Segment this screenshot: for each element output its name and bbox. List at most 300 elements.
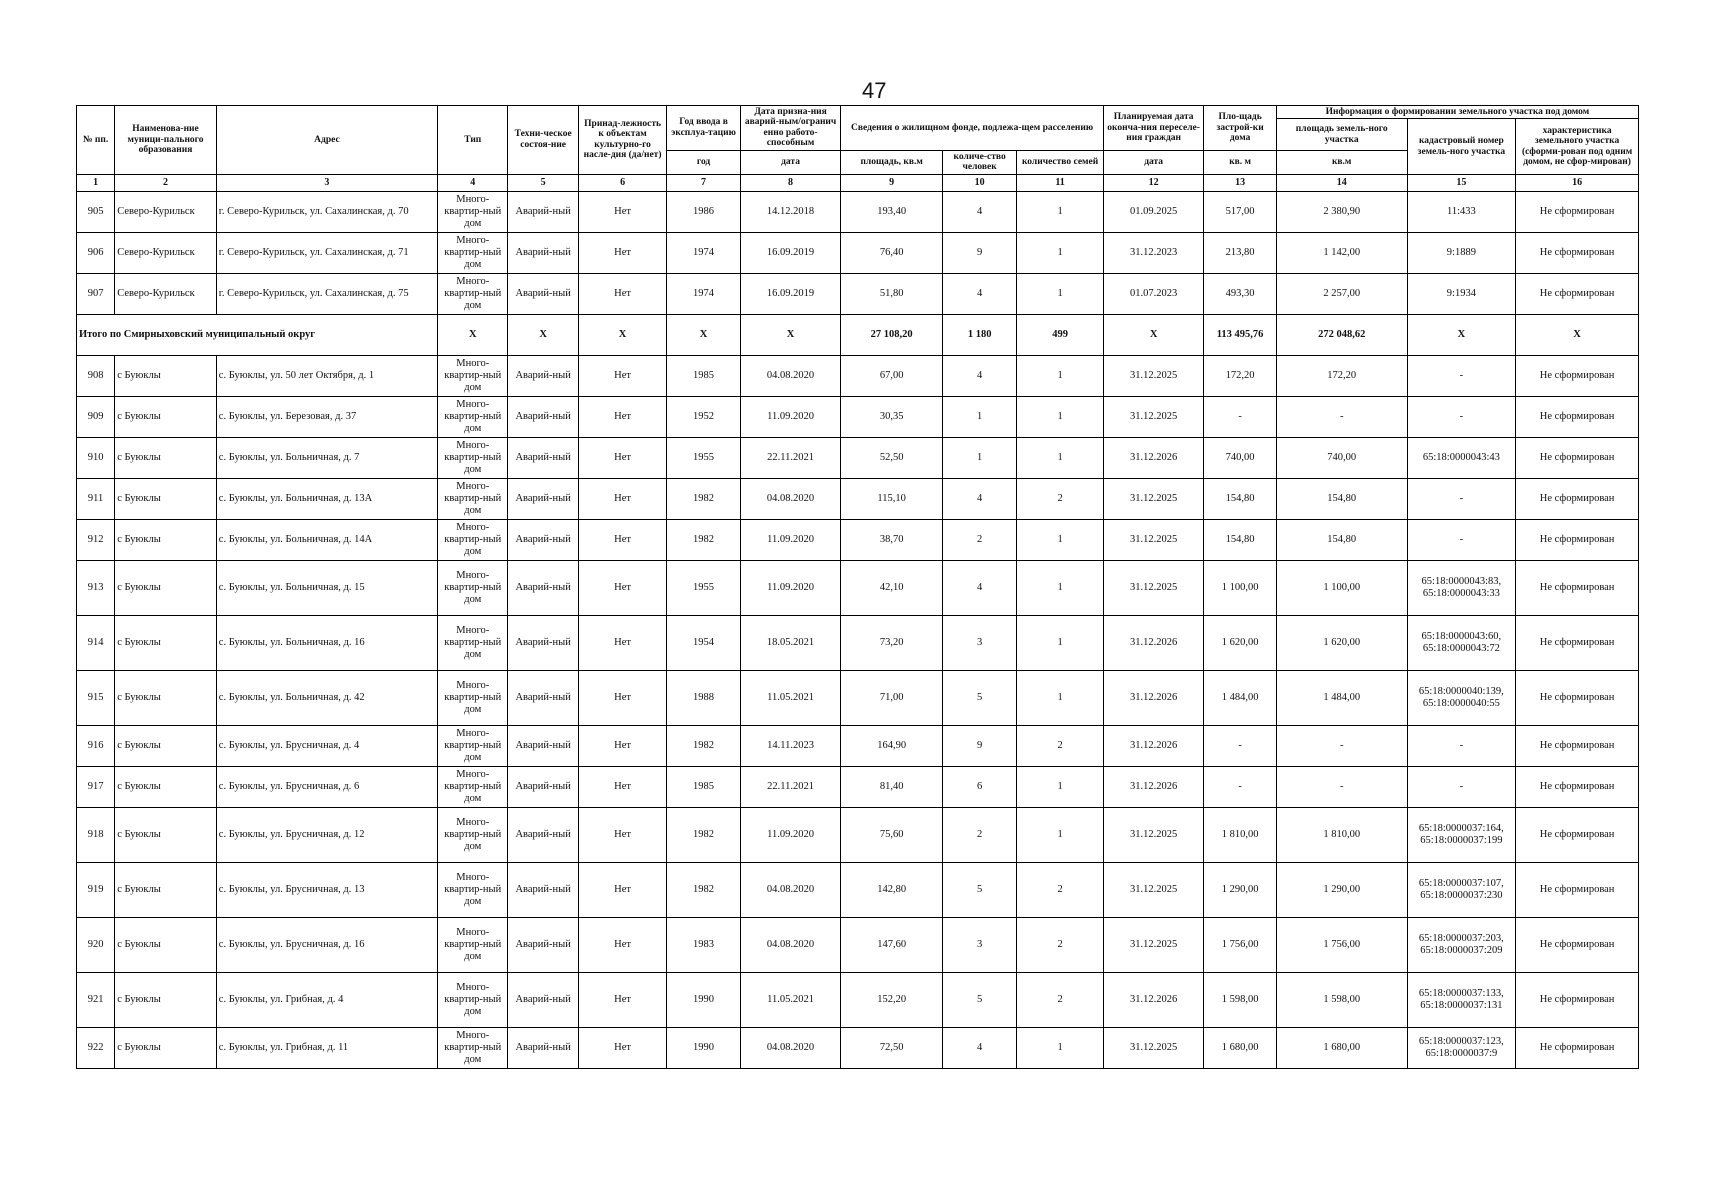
heritage-cell: Нет — [578, 917, 667, 972]
built-area-cell: 172,20 — [1204, 355, 1276, 396]
families-cell: 1 — [1017, 519, 1103, 560]
heritage-cell: Нет — [578, 437, 667, 478]
col-number: 11 — [1017, 174, 1103, 191]
area-cell: 81,40 — [841, 766, 943, 807]
header-heritage: Принад-лежность к объектам культурно-го насле-дия (да/нет) — [578, 106, 667, 175]
table-total-section — [77, 314, 1639, 355]
header-sub-people: количе-ство человек — [942, 150, 1016, 174]
col-number: 13 — [1204, 174, 1276, 191]
municipality-cell: с Буюклы — [115, 1027, 217, 1068]
type-cell: Много-квартир-ный дом — [438, 232, 508, 273]
planned-date-cell: 31.12.2026 — [1103, 615, 1204, 670]
land-characteristic-cell: Не сформирован — [1516, 396, 1639, 437]
land-area-cell: 1 620,00 — [1276, 615, 1407, 670]
col-number: 8 — [740, 174, 841, 191]
table-body-severo-kurilsk — [77, 191, 1639, 314]
families-cell: 1 — [1017, 615, 1103, 670]
total-characteristic: X — [1516, 314, 1639, 355]
row-number: 918 — [77, 807, 115, 862]
planned-date-cell: 31.12.2025 — [1103, 1027, 1204, 1068]
tech-state-cell: Аварий-ный — [508, 519, 578, 560]
header-year-built: Год ввода в эксплуа-тацию — [667, 106, 740, 151]
row-number: 913 — [77, 560, 115, 615]
type-cell: Много-квартир-ный дом — [438, 862, 508, 917]
cadastral-cell: - — [1407, 766, 1516, 807]
people-cell: 5 — [942, 972, 1016, 1027]
header-type: Тип — [438, 106, 508, 175]
area-cell: 38,70 — [841, 519, 943, 560]
municipality-cell: с Буюклы — [115, 478, 217, 519]
planned-date-cell: 31.12.2025 — [1103, 355, 1204, 396]
row-number: 912 — [77, 519, 115, 560]
year-cell: 1954 — [667, 615, 740, 670]
year-cell: 1982 — [667, 725, 740, 766]
cadastral-cell: 65:18:0000037:133, 65:18:0000037:131 — [1407, 972, 1516, 1027]
land-area-cell: 740,00 — [1276, 437, 1407, 478]
land-area-cell: 1 756,00 — [1276, 917, 1407, 972]
recognition-date-cell: 14.11.2023 — [740, 725, 841, 766]
planned-date-cell: 01.07.2023 — [1103, 273, 1204, 314]
table-row — [77, 519, 1639, 560]
total-built-area: 113 495,76 — [1204, 314, 1276, 355]
address-cell: с. Буюклы, ул. Больничная, д. 42 — [216, 670, 437, 725]
row-number: 920 — [77, 917, 115, 972]
land-characteristic-cell: Не сформирован — [1516, 232, 1639, 273]
tech-state-cell: Аварий-ный — [508, 807, 578, 862]
address-cell: г. Северо-Курильск, ул. Сахалинская, д. 70 — [216, 191, 437, 232]
area-cell: 52,50 — [841, 437, 943, 478]
land-characteristic-cell: Не сформирован — [1516, 670, 1639, 725]
municipality-cell: с Буюклы — [115, 519, 217, 560]
table-row — [77, 725, 1639, 766]
col-number: 1 — [77, 174, 115, 191]
row-number: 914 — [77, 615, 115, 670]
address-cell: с. Буюклы, ул. Грибная, д. 11 — [216, 1027, 437, 1068]
area-cell: 72,50 — [841, 1027, 943, 1068]
type-cell: Много-квартир-ный дом — [438, 807, 508, 862]
land-area-cell: 154,80 — [1276, 519, 1407, 560]
cadastral-cell: 65:18:0000043:43 — [1407, 437, 1516, 478]
year-cell: 1955 — [667, 560, 740, 615]
land-area-cell: 2 257,00 — [1276, 273, 1407, 314]
heritage-cell: Нет — [578, 766, 667, 807]
column-number-row — [77, 174, 1639, 191]
type-cell: Много-квартир-ный дом — [438, 560, 508, 615]
land-area-cell: 1 142,00 — [1276, 232, 1407, 273]
built-area-cell: 1 484,00 — [1204, 670, 1276, 725]
municipality-cell: с Буюклы — [115, 560, 217, 615]
land-characteristic-cell: Не сформирован — [1516, 1027, 1639, 1068]
tech-state-cell: Аварий-ный — [508, 766, 578, 807]
area-cell: 51,80 — [841, 273, 943, 314]
families-cell: 1 — [1017, 766, 1103, 807]
total-area: 27 108,20 — [841, 314, 943, 355]
land-area-cell: 172,20 — [1276, 355, 1407, 396]
recognition-date-cell: 16.09.2019 — [740, 232, 841, 273]
recognition-date-cell: 22.11.2021 — [740, 766, 841, 807]
col-number: 2 — [115, 174, 217, 191]
people-cell: 5 — [942, 670, 1016, 725]
land-characteristic-cell: Не сформирован — [1516, 807, 1639, 862]
recognition-date-cell: 11.09.2020 — [740, 396, 841, 437]
heritage-cell: Нет — [578, 807, 667, 862]
area-cell: 67,00 — [841, 355, 943, 396]
families-cell: 2 — [1017, 972, 1103, 1027]
planned-date-cell: 31.12.2025 — [1103, 862, 1204, 917]
land-characteristic-cell: Не сформирован — [1516, 437, 1639, 478]
address-cell: с. Буюклы, ул. Брусничная, д. 16 — [216, 917, 437, 972]
tech-state-cell: Аварий-ный — [508, 670, 578, 725]
planned-date-cell: 31.12.2025 — [1103, 478, 1204, 519]
type-cell: Много-квартир-ный дом — [438, 191, 508, 232]
built-area-cell: 154,80 — [1204, 519, 1276, 560]
land-characteristic-cell: Не сформирован — [1516, 725, 1639, 766]
built-area-cell: 517,00 — [1204, 191, 1276, 232]
land-area-cell: 2 380,90 — [1276, 191, 1407, 232]
total-people: 1 180 — [942, 314, 1016, 355]
col-number: 6 — [578, 174, 667, 191]
address-cell: с. Буюклы, ул. Больничная, д. 16 — [216, 615, 437, 670]
table-row — [77, 232, 1639, 273]
total-label: Итого по Смирныховский муниципальный округ — [77, 314, 438, 355]
total-year: X — [667, 314, 740, 355]
year-cell: 1985 — [667, 355, 740, 396]
recognition-date-cell: 11.09.2020 — [740, 560, 841, 615]
tech-state-cell: Аварий-ный — [508, 232, 578, 273]
land-characteristic-cell: Не сформирован — [1516, 560, 1639, 615]
header-sub-sqm: кв. м — [1204, 150, 1276, 174]
heritage-cell: Нет — [578, 560, 667, 615]
recognition-date-cell: 04.08.2020 — [740, 1027, 841, 1068]
families-cell: 1 — [1017, 273, 1103, 314]
built-area-cell: 1 756,00 — [1204, 917, 1276, 972]
land-area-cell: 1 810,00 — [1276, 807, 1407, 862]
year-cell: 1986 — [667, 191, 740, 232]
tech-state-cell: Аварий-ный — [508, 972, 578, 1027]
year-cell: 1990 — [667, 1027, 740, 1068]
header-planned-date: Планируемая дата оконча-ния переселе-ния граждан — [1103, 106, 1204, 151]
cadastral-cell: 65:18:0000040:139, 65:18:0000040:55 — [1407, 670, 1516, 725]
built-area-cell: - — [1204, 725, 1276, 766]
table-row — [77, 560, 1639, 615]
built-area-cell: 1 810,00 — [1204, 807, 1276, 862]
heritage-cell: Нет — [578, 273, 667, 314]
table-row — [77, 807, 1639, 862]
tech-state-cell: Аварий-ный — [508, 191, 578, 232]
people-cell: 1 — [942, 396, 1016, 437]
recognition-date-cell: 04.08.2020 — [740, 862, 841, 917]
year-cell: 1985 — [667, 766, 740, 807]
total-state: X — [508, 314, 578, 355]
col-number: 7 — [667, 174, 740, 191]
table-row — [77, 917, 1639, 972]
address-cell: с. Буюклы, ул. Брусничная, д. 12 — [216, 807, 437, 862]
land-area-cell: 154,80 — [1276, 478, 1407, 519]
year-cell: 1982 — [667, 519, 740, 560]
people-cell: 4 — [942, 355, 1016, 396]
header-sub-year: год — [667, 150, 740, 174]
people-cell: 4 — [942, 1027, 1016, 1068]
col-number: 10 — [942, 174, 1016, 191]
header-num: № пп. — [77, 106, 115, 175]
header-sub-sqm2: кв.м — [1276, 150, 1407, 174]
land-area-cell: - — [1276, 396, 1407, 437]
row-number: 908 — [77, 355, 115, 396]
address-cell: с. Буюклы, ул. Брусничная, д. 6 — [216, 766, 437, 807]
land-area-cell: - — [1276, 725, 1407, 766]
planned-date-cell: 31.12.2026 — [1103, 437, 1204, 478]
area-cell: 73,20 — [841, 615, 943, 670]
tech-state-cell: Аварий-ный — [508, 917, 578, 972]
land-characteristic-cell: Не сформирован — [1516, 478, 1639, 519]
row-number: 909 — [77, 396, 115, 437]
table-row — [77, 615, 1639, 670]
families-cell: 2 — [1017, 862, 1103, 917]
col-number: 15 — [1407, 174, 1516, 191]
built-area-cell: 213,80 — [1204, 232, 1276, 273]
col-number: 5 — [508, 174, 578, 191]
year-cell: 1982 — [667, 478, 740, 519]
table-row — [77, 670, 1639, 725]
total-type: X — [438, 314, 508, 355]
built-area-cell: 154,80 — [1204, 478, 1276, 519]
row-number: 922 — [77, 1027, 115, 1068]
built-area-cell: 1 620,00 — [1204, 615, 1276, 670]
people-cell: 4 — [942, 478, 1016, 519]
address-cell: г. Северо-Курильск, ул. Сахалинская, д. 71 — [216, 232, 437, 273]
cadastral-cell: - — [1407, 478, 1516, 519]
header-cadastral: кадастровый номер земель-ного участка — [1407, 119, 1516, 174]
col-number: 3 — [216, 174, 437, 191]
type-cell: Много-квартир-ный дом — [438, 670, 508, 725]
total-cadastral: X — [1407, 314, 1516, 355]
row-number: 910 — [77, 437, 115, 478]
land-area-cell: 1 484,00 — [1276, 670, 1407, 725]
row-number: 916 — [77, 725, 115, 766]
header-address: Адрес — [216, 106, 437, 175]
heritage-cell: Нет — [578, 615, 667, 670]
type-cell: Много-квартир-ный дом — [438, 355, 508, 396]
municipality-cell: Северо-Курильск — [115, 232, 217, 273]
land-characteristic-cell: Не сформирован — [1516, 355, 1639, 396]
municipality-cell: с Буюклы — [115, 615, 217, 670]
people-cell: 1 — [942, 437, 1016, 478]
families-cell: 1 — [1017, 807, 1103, 862]
cadastral-cell: 65:18:0000043:60, 65:18:0000043:72 — [1407, 615, 1516, 670]
table-row — [77, 766, 1639, 807]
heritage-cell: Нет — [578, 232, 667, 273]
built-area-cell: - — [1204, 766, 1276, 807]
header-municipality: Наименова-ние муници-пального образования — [115, 106, 217, 175]
land-area-cell: 1 680,00 — [1276, 1027, 1407, 1068]
built-area-cell: - — [1204, 396, 1276, 437]
tech-state-cell: Аварий-ный — [508, 862, 578, 917]
type-cell: Много-квартир-ный дом — [438, 1027, 508, 1068]
table-row — [77, 478, 1639, 519]
families-cell: 1 — [1017, 191, 1103, 232]
table-header — [77, 106, 1639, 192]
area-cell: 152,20 — [841, 972, 943, 1027]
table-row — [77, 437, 1639, 478]
type-cell: Много-квартир-ный дом — [438, 917, 508, 972]
type-cell: Много-квартир-ный дом — [438, 725, 508, 766]
planned-date-cell: 31.12.2025 — [1103, 807, 1204, 862]
area-cell: 164,90 — [841, 725, 943, 766]
families-cell: 1 — [1017, 560, 1103, 615]
type-cell: Много-квартир-ный дом — [438, 478, 508, 519]
people-cell: 4 — [942, 560, 1016, 615]
tech-state-cell: Аварий-ный — [508, 725, 578, 766]
tech-state-cell: Аварий-ный — [508, 437, 578, 478]
table-row — [77, 862, 1639, 917]
built-area-cell: 1 290,00 — [1204, 862, 1276, 917]
land-characteristic-cell: Не сформирован — [1516, 615, 1639, 670]
land-characteristic-cell: Не сформирован — [1516, 519, 1639, 560]
header-sub-area: площадь, кв.м — [841, 150, 943, 174]
cadastral-cell: 65:18:0000043:83, 65:18:0000043:33 — [1407, 560, 1516, 615]
recognition-date-cell: 18.05.2021 — [740, 615, 841, 670]
table-row — [77, 191, 1639, 232]
municipality-cell: с Буюклы — [115, 725, 217, 766]
municipality-cell: с Буюклы — [115, 917, 217, 972]
col-number: 4 — [438, 174, 508, 191]
families-cell: 1 — [1017, 1027, 1103, 1068]
heritage-cell: Нет — [578, 191, 667, 232]
address-cell: с. Буюклы, ул. Больничная, д. 7 — [216, 437, 437, 478]
land-characteristic-cell: Не сформирован — [1516, 191, 1639, 232]
municipality-cell: с Буюклы — [115, 766, 217, 807]
planned-date-cell: 31.12.2025 — [1103, 519, 1204, 560]
header-recognition-date: Дата призна-ния аварий-ным/огранич енно работо-способным — [740, 106, 841, 151]
land-area-cell: - — [1276, 766, 1407, 807]
families-cell: 1 — [1017, 437, 1103, 478]
heritage-cell: Нет — [578, 396, 667, 437]
col-number: 14 — [1276, 174, 1407, 191]
type-cell: Много-квартир-ный дом — [438, 519, 508, 560]
total-families: 499 — [1017, 314, 1103, 355]
cadastral-cell: 65:18:0000037:203, 65:18:0000037:209 — [1407, 917, 1516, 972]
row-number: 905 — [77, 191, 115, 232]
tech-state-cell: Аварий-ный — [508, 273, 578, 314]
type-cell: Много-квартир-ный дом — [438, 273, 508, 314]
header-housing-fund: Сведения о жилищном фонде, подлежа-щем расселению — [841, 106, 1103, 151]
families-cell: 1 — [1017, 670, 1103, 725]
year-cell: 1990 — [667, 972, 740, 1027]
area-cell: 30,35 — [841, 396, 943, 437]
people-cell: 4 — [942, 273, 1016, 314]
table-row — [77, 396, 1639, 437]
row-number: 907 — [77, 273, 115, 314]
type-cell: Много-квартир-ный дом — [438, 615, 508, 670]
row-number: 921 — [77, 972, 115, 1027]
total-date: X — [740, 314, 841, 355]
built-area-cell: 1 598,00 — [1204, 972, 1276, 1027]
recognition-date-cell: 04.08.2020 — [740, 355, 841, 396]
cadastral-cell: - — [1407, 396, 1516, 437]
header-land-area: площадь земель-ного участка — [1276, 119, 1407, 150]
cadastral-cell: - — [1407, 519, 1516, 560]
year-cell: 1952 — [667, 396, 740, 437]
heritage-cell: Нет — [578, 670, 667, 725]
planned-date-cell: 31.12.2026 — [1103, 972, 1204, 1027]
built-area-cell: 740,00 — [1204, 437, 1276, 478]
people-cell: 6 — [942, 766, 1016, 807]
header-land-info: Информация о формировании земельного участка под домом — [1276, 106, 1638, 119]
area-cell: 147,60 — [841, 917, 943, 972]
planned-date-cell: 31.12.2025 — [1103, 560, 1204, 615]
address-cell: с. Буюклы, ул. Березовая, д. 37 — [216, 396, 437, 437]
people-cell: 4 — [942, 191, 1016, 232]
total-row — [77, 314, 1639, 355]
header-sub-date: дата — [740, 150, 841, 174]
people-cell: 5 — [942, 862, 1016, 917]
planned-date-cell: 31.12.2023 — [1103, 232, 1204, 273]
built-area-cell: 493,30 — [1204, 273, 1276, 314]
recognition-date-cell: 04.08.2020 — [740, 478, 841, 519]
year-cell: 1974 — [667, 232, 740, 273]
planned-date-cell: 31.12.2025 — [1103, 917, 1204, 972]
built-area-cell: 1 100,00 — [1204, 560, 1276, 615]
land-area-cell: 1 598,00 — [1276, 972, 1407, 1027]
people-cell: 2 — [942, 807, 1016, 862]
planned-date-cell: 31.12.2026 — [1103, 766, 1204, 807]
table-row — [77, 1027, 1639, 1068]
total-heritage: X — [578, 314, 667, 355]
header-land-characteristic: характеристика земельного участка (сформи-рован под одним домом, не сфор-мирован) — [1516, 119, 1639, 174]
address-cell: с. Буюклы, ул. 50 лет Октября, д. 1 — [216, 355, 437, 396]
people-cell: 3 — [942, 615, 1016, 670]
municipality-cell: с Буюклы — [115, 862, 217, 917]
heritage-cell: Нет — [578, 862, 667, 917]
row-number: 911 — [77, 478, 115, 519]
land-characteristic-cell: Не сформирован — [1516, 972, 1639, 1027]
heritage-cell: Нет — [578, 1027, 667, 1068]
type-cell: Много-квартир-ный дом — [438, 972, 508, 1027]
tech-state-cell: Аварий-ный — [508, 478, 578, 519]
families-cell: 1 — [1017, 355, 1103, 396]
header-built-area: Пло-щадь застрой-ки дома — [1204, 106, 1276, 151]
address-cell: г. Северо-Курильск, ул. Сахалинская, д. 75 — [216, 273, 437, 314]
people-cell: 2 — [942, 519, 1016, 560]
year-cell: 1982 — [667, 807, 740, 862]
area-cell: 115,10 — [841, 478, 943, 519]
year-cell: 1955 — [667, 437, 740, 478]
tech-state-cell: Аварий-ный — [508, 1027, 578, 1068]
total-land-area: 272 048,62 — [1276, 314, 1407, 355]
recognition-date-cell: 14.12.2018 — [740, 191, 841, 232]
recognition-date-cell: 11.05.2021 — [740, 670, 841, 725]
planned-date-cell: 31.12.2026 — [1103, 725, 1204, 766]
table-row — [77, 972, 1639, 1027]
tech-state-cell: Аварий-ный — [508, 396, 578, 437]
row-number: 906 — [77, 232, 115, 273]
land-characteristic-cell: Не сформирован — [1516, 862, 1639, 917]
area-cell: 76,40 — [841, 232, 943, 273]
land-area-cell: 1 290,00 — [1276, 862, 1407, 917]
cadastral-cell: - — [1407, 725, 1516, 766]
municipality-cell: с Буюклы — [115, 437, 217, 478]
heritage-cell: Нет — [578, 519, 667, 560]
heritage-cell: Нет — [578, 355, 667, 396]
col-number: 12 — [1103, 174, 1204, 191]
address-cell: с. Буюклы, ул. Брусничная, д. 13 — [216, 862, 437, 917]
planned-date-cell: 31.12.2025 — [1103, 396, 1204, 437]
families-cell: 2 — [1017, 725, 1103, 766]
area-cell: 71,00 — [841, 670, 943, 725]
people-cell: 9 — [942, 232, 1016, 273]
year-cell: 1974 — [667, 273, 740, 314]
type-cell: Много-квартир-ный дом — [438, 396, 508, 437]
